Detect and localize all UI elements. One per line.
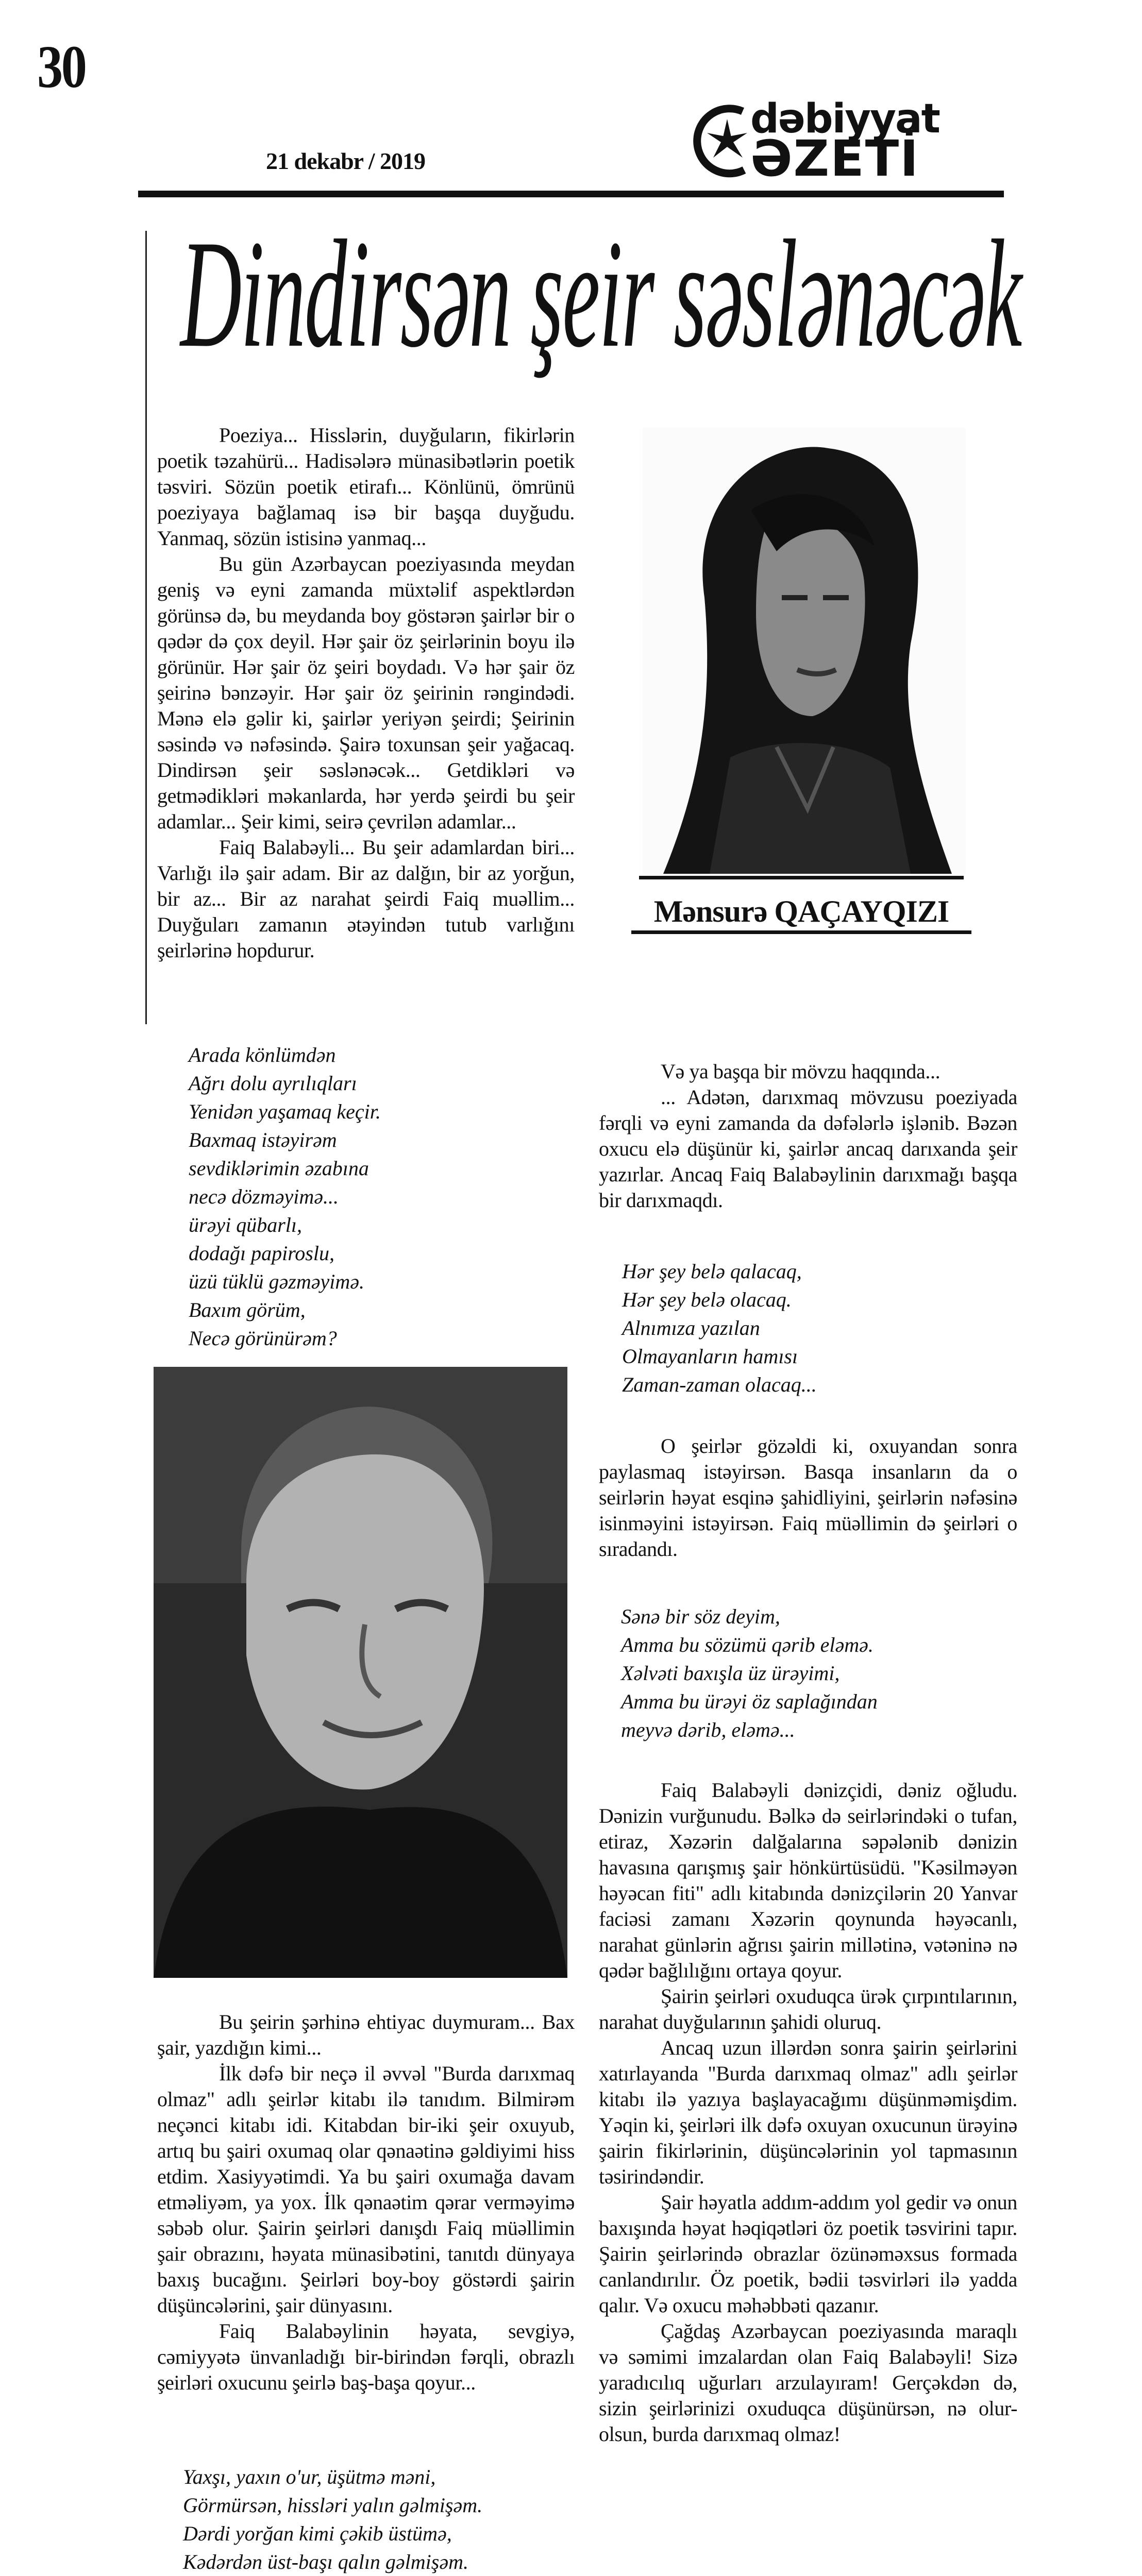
poem-line: Baxım görüm, xyxy=(189,1298,306,1321)
poem-line: necə dözməyimə... xyxy=(189,1185,339,1208)
left-text-block-1 xyxy=(157,422,575,963)
column-rule xyxy=(145,231,147,1024)
poem-line: Alnımıza yazılan xyxy=(622,1316,760,1340)
paragraph: Poeziya... Hisslərin, duyğuların, fikirlərin poetik təzahürü... Hadisələrə münasibətlərin poetik təsviri. Sözün poetik etirafı... Könlünü, ömrünü poeziyaya bağlamaq isə bir başqa duyğudu. Yanmaq, sözün istisinə yanmaq... xyxy=(157,423,575,550)
page-number: 30 xyxy=(37,33,86,100)
poem-line: Yenidən yaşamaq keçir. xyxy=(189,1100,381,1123)
right-text-block-3 xyxy=(599,1777,1017,2447)
poem-2 xyxy=(622,1257,817,1399)
logo-word-bottom: ƏZETİ xyxy=(750,130,919,188)
paragraph: Bu şeirin şərhinə ehtiyac duymuram... Bax şair, yazdığın kimi... xyxy=(157,2010,575,2059)
man-portrait-icon xyxy=(154,1367,567,1978)
paragraph: Faiq Balabəyli... Bu şeir adamlardan biri... Varlığı ilə şair adam. Bir az dalğın, bir az yorğun, bir az... Bir az narahat şeirdi Faiq muəllim... Duyğuları zamanın ətəyindən tutub varlığını şeirlərinə hopdurur. xyxy=(157,836,575,962)
paragraph: Faiq Balabəylinin həyata, sevgiyə, cəmiyyətə ünvanladığı bir-birindən fərqli, obrazlı şeirləri oxucunu şeirlə baş-başa qoyur... xyxy=(157,2319,575,2394)
poem-line: Xəlvəti baxışla üz ürəyimi, xyxy=(621,1662,840,1685)
poem-line: Amma bu ürəyi öz saplağından xyxy=(621,1690,878,1713)
poem-line: Yaxşı, yaxın o'ur, üşütmə məni, xyxy=(183,2465,436,2488)
poem-line: Baxmaq istəyirəm xyxy=(189,1128,337,1151)
poem-line: dodağı papiroslu, xyxy=(189,1242,334,1265)
poem-line: Amma bu sözümü qərib eləmə. xyxy=(621,1633,874,1656)
poem-line: üzü tüklü gəzməyimə. xyxy=(189,1270,365,1293)
right-text-block-1 xyxy=(599,1059,1017,1213)
left-text-block-2 xyxy=(157,2009,575,2396)
poem-line: Hər şey belə olacaq. xyxy=(622,1288,792,1311)
poem-line: Necə görünürəm? xyxy=(189,1327,337,1350)
article-title: Dindirsən şeir səslənəcək xyxy=(180,208,1021,379)
header-rule xyxy=(138,191,1004,197)
paragraph: O şeirlər gözəldi ki, oxuyandan sonra paylasmaq istəyirsən. Basqa insanların da o seirlərin həyat esqinə şahidliyini, şeirlərin nəfəsinə isinməyini istəyirsən. Faiq müəllimin də şeirləri o sıradandı. xyxy=(599,1434,1017,1561)
poem-line: Kədərdən üst-başı qalın gəlmişəm. xyxy=(183,2550,469,2573)
poem-line: Hər şey belə qalacaq, xyxy=(622,1260,802,1283)
poet-photo xyxy=(154,1367,567,1978)
issue-date: 21 dekabr / 2019 xyxy=(266,148,426,174)
paragraph: Faiq Balabəyli dənizçidi, dəniz oğludu. Dənizin vurğunudu. Bəlkə də seirlərindəki o tufan, etiraz, Xəzərin dalğalarına səpələnib dənizin havasına qarışmış şair hönkürtüsüdü. "Kəsilməyən həyəcan fiti" adlı kitabında dənizçilərin 20 Yanvar faciəsi zamanı Xəzərin qoynunda həyəcanlı, narahat günlərin ağrısı şairin millətinə, vətəninə nə qədər bağlılığını ortaya qoyur. xyxy=(599,1778,1017,1982)
woman-portrait-icon xyxy=(643,428,966,874)
paragraph: Bu gün Azərbaycan poeziyasında meydan geniş və eyni zamanda müxtəlif aspektlərdən görünsə də, bu meydanda boy göstərən şairlər bir o qədər də çox deyil. Hər şair öz şeirlərinin boyu ilə görünür. Hər şair öz şeiri boydadı. Və hər şair öz şeirinə bənzəyir. Hər şair öz şeirinin rəngindədi. Mənə elə gəlir ki, şairlər yeriyən şeirdi; Şeirinin səsində və nəfəsində. Şairə toxunsan şeir yağacaq. Dindirsən şeir səslənəcək... Getdikləri və getmədikləri məkanlarda, hər yerdə şeirdi bu şeir adamlar... Şeir kimi, seirə çevrilən adamlar... xyxy=(157,552,575,833)
paragraph: Və ya başqa bir mövzu haqqında... xyxy=(661,1060,941,1083)
poem-line: Arada könlümdən xyxy=(189,1043,336,1066)
poem-line: sevdiklərimin əzabına xyxy=(189,1157,369,1180)
paragraph: Çağdaş Azərbaycan poeziyasında maraqlı və səmimi imzalardan olan Faiq Balabəyli! Sizə yaradıcılıq uğurları arzulayıram! Gerçəkdən də, sizin şeirlərinizi oxuduqca düşünürsən, nə olur-olsun, burda darıxmaq olmaz! xyxy=(599,2319,1017,2446)
paragraph: Şair həyatla addım-addım yol gedir və onun baxışında həyat həqiqətləri öz poetik təsvirini tapır. Şairin şeirlərində obrazlar özünəməxsus formada canlandırılır. Öz poetik, bədii təsvirləri ilə yadda qalır. Və oxucu məhəbbəti qazanır. xyxy=(599,2191,1017,2317)
logo-word-top: dəbiyyat xyxy=(750,96,939,142)
right-text-block-2 xyxy=(599,1433,1017,1562)
poem-line: Olmayanların hamısı xyxy=(622,1345,798,1368)
author-name: Mənsurə QAÇAYQIZI xyxy=(631,894,971,934)
paragraph: ... Adətən, darıxmaq mövzusu poeziyada fərqli və eyni zamanda da dəfələrlə işlənib. Bəzən oxucu elə düşünür ki, şairlər ancaq darıxanda şeir yazırlar. Ancaq Faiq Balabəylinin darıxmağı başqa bir darıxmaqdı. xyxy=(599,1086,1017,1212)
poem-3 xyxy=(183,2463,482,2576)
poem-line: Dərdi yorğan kimi çəkib üstümə, xyxy=(183,2522,452,2545)
poem-line: Zaman-zaman olacaq... xyxy=(622,1373,817,1396)
author-photo xyxy=(643,428,966,874)
paragraph: Ancaq uzun illərdən sonra şairin şeirlərini xatırlayanda "Burda darıxmaq olmaz" adlı şeirlər kitabı ilə yazıya başlayacağımı düşünməmişdim. Yəqin ki, şeirləri ilk dəfə oxuyan oxucunun ürəyinə şairin fikirlərinin, düşüncələrinin yol tapmasının təsirindəndir. xyxy=(599,2036,1017,2188)
newspaper-logo xyxy=(688,96,962,188)
poem-1 xyxy=(189,1041,381,1352)
poem-line: Sənə bir söz deyim, xyxy=(621,1605,780,1628)
poem-line: ürəyi qübarlı, xyxy=(189,1213,302,1236)
paragraph: İlk dəfə bir neçə il əvvəl "Burda darıxmaq olmaz" adlı şeirlər kitabı ilə tanıdım. Bilmirəm neçənci kitabı idi. Kitabdan bir-iki şeir oxuyub, artıq bu şairi oxumaq olar qənaətinə gəldiyimi hiss etdim. Xasiyyətimdi. Ya bu şairi oxumağa davam etməliyəm, ya yox. İlk qənaətim qərar verməyimə səbəb olur. Şairin şeirləri danışdı Faiq müəllimin şair obrazını, həyata münasibətini, tanıtdı dünyaya baxış bucağını. Şeirləri boy-boy göstərdi şairin düşüncələrini, şair dünyasını. xyxy=(157,2062,575,2317)
caption-rule xyxy=(639,876,964,879)
poem-4 xyxy=(621,1602,878,1744)
paragraph: Şairin şeirləri oxuduqca ürək çırpıntılarının, narahat duyğularının şahidi oluruq. xyxy=(599,1985,1017,2033)
poem-line: Ağrı dolu ayrılıqları xyxy=(189,1072,357,1095)
poem-line: meyvə dərib, eləmə... xyxy=(621,1718,795,1741)
poem-line: Görmürsən, hissləri yalın gəlmişəm. xyxy=(183,2494,483,2517)
